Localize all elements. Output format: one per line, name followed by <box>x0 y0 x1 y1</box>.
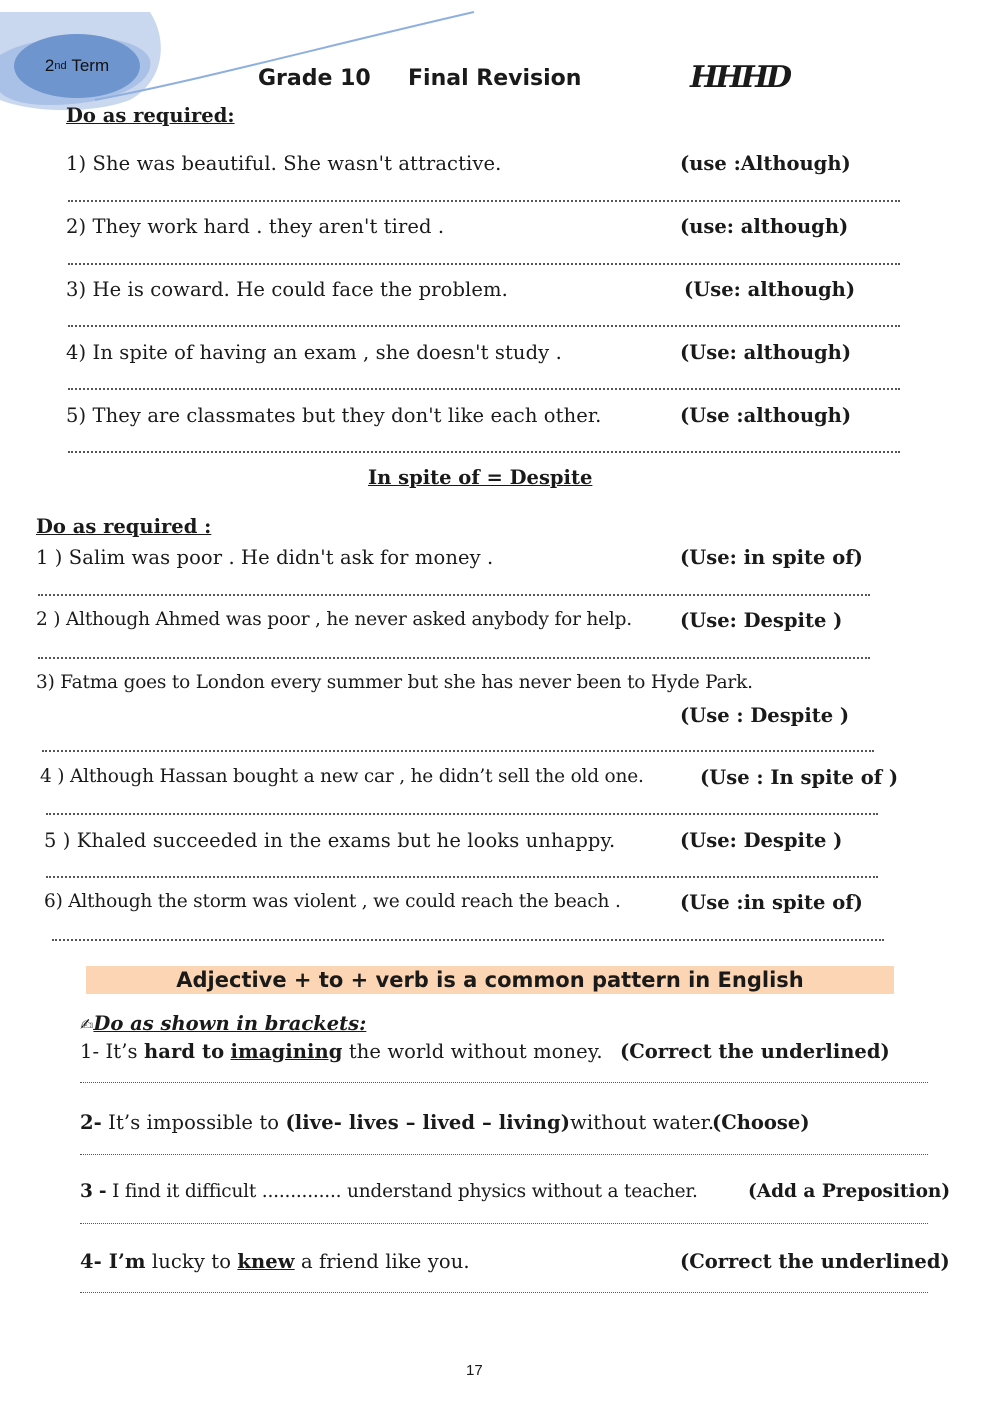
section2-sentence-3: 3) Fatma goes to London every summer but she has never been to Hyde Park. <box>36 672 753 693</box>
answer-line[interactable] <box>38 657 870 659</box>
underlined-word: imagining <box>230 1040 343 1063</box>
section1-sentence-1: 1) She was beautiful. She wasn't attractive. <box>66 152 502 175</box>
choices: (live- lives – lived – living) <box>285 1111 571 1134</box>
section3-instruction-4: (Correct the underlined) <box>680 1250 950 1273</box>
revision-title: Final Revision <box>408 66 582 91</box>
answer-line[interactable] <box>68 263 900 265</box>
answer-line[interactable] <box>46 876 878 878</box>
section1-instruction-2: (use: although) <box>680 215 849 238</box>
bold-phrase: hard to <box>143 1040 225 1063</box>
section3-heading-row <box>80 1012 366 1035</box>
bold-phrase: I’m <box>101 1250 146 1273</box>
answer-line[interactable] <box>42 750 874 752</box>
question-text: It’s <box>99 1040 144 1063</box>
writing-hand-icon: ✍ <box>80 1015 94 1034</box>
section2-sentence-4: 4 ) Although Hassan bought a new car , he didn’t sell the old one. <box>40 766 644 787</box>
answer-line[interactable] <box>68 200 900 202</box>
section1-instruction-1: (use :Although) <box>680 152 851 175</box>
term-number: 2 <box>44 56 55 75</box>
section2-instruction-1: (Use: in spite of) <box>680 546 863 569</box>
section3-question-4 <box>80 1250 470 1273</box>
answer-line[interactable] <box>46 813 878 815</box>
answer-line[interactable] <box>68 325 900 327</box>
section1-sentence-4: 4) In spite of having an exam , she doesn't study . <box>66 341 562 364</box>
grade-title: Grade 10 <box>258 66 371 91</box>
answer-line[interactable] <box>38 594 870 596</box>
section3-question-1 <box>80 1040 603 1063</box>
pattern-banner: Adjective + to + verb is a common pattern in English <box>86 966 894 994</box>
rule-heading: In spite of = Despite <box>368 466 593 489</box>
term-badge <box>14 34 140 98</box>
section2-sentence-6: 6) Although the storm was violent , we could reach the beach . <box>44 891 621 912</box>
question-text: I find it difficult .............. understand physics without a teacher. <box>106 1181 698 1202</box>
question-number: 2- <box>80 1111 102 1134</box>
section1-sentence-5: 5) They are classmates but they don't like each other. <box>66 404 602 427</box>
answer-line[interactable] <box>80 1082 928 1083</box>
question-number: 1- <box>80 1040 100 1063</box>
section1-instruction-4: (Use: although) <box>680 341 852 364</box>
question-text: a friend like you. <box>294 1250 470 1273</box>
section2-instruction-3: (Use : Despite ) <box>680 704 850 727</box>
answer-line[interactable] <box>80 1292 928 1293</box>
answer-line[interactable] <box>80 1223 928 1224</box>
section2-instruction-4: (Use : In spite of ) <box>700 766 899 789</box>
term-word: Term <box>71 56 110 75</box>
underlined-word: knew <box>237 1250 295 1273</box>
question-number: 3 - <box>80 1181 107 1202</box>
section3-instruction-1: (Correct the underlined) <box>620 1040 890 1063</box>
question-text: the world without money. <box>342 1040 603 1063</box>
question-text: without water. <box>570 1111 715 1134</box>
answer-line[interactable] <box>52 939 884 941</box>
section2-sentence-5: 5 ) Khaled succeeded in the exams but he looks unhappy. <box>44 829 616 852</box>
section3-instruction-2: (Choose) <box>712 1111 810 1134</box>
section2-heading: Do as required : <box>36 515 212 538</box>
section1-instruction-3: (Use: although) <box>684 278 856 301</box>
section1-sentence-3: 3) He is coward. He could face the problem. <box>66 278 508 301</box>
question-text: lucky to <box>145 1250 238 1273</box>
section2-sentence-1: 1 ) Salim was poor . He didn't ask for money . <box>36 546 494 569</box>
section1-instruction-5: (Use :although) <box>680 404 852 427</box>
section2-instruction-6: (Use :in spite of) <box>680 891 863 914</box>
section3-heading: Do as shown in brackets: <box>93 1012 367 1035</box>
section2-sentence-2: 2 ) Although Ahmed was poor , he never asked anybody for help. <box>36 609 632 630</box>
section3-question-3 <box>80 1181 698 1202</box>
section1-sentence-2: 2) They work hard . they aren't tired . <box>66 215 445 238</box>
section1-heading: Do as required: <box>66 104 235 127</box>
section3-question-2 <box>80 1111 714 1134</box>
answer-line[interactable] <box>68 388 900 390</box>
section2-instruction-5: (Use: Despite ) <box>680 829 843 852</box>
answer-line[interactable] <box>80 1154 928 1155</box>
question-number: 4- <box>80 1250 102 1273</box>
term-superscript: nd <box>54 60 67 72</box>
question-text: It’s impossible to <box>101 1111 286 1134</box>
signature-logo: HHHD <box>690 60 790 95</box>
section3-instruction-3: (Add a Preposition) <box>748 1181 951 1202</box>
page-number: 17 <box>466 1362 483 1379</box>
section2-instruction-2: (Use: Despite ) <box>680 609 843 632</box>
answer-line[interactable] <box>68 451 900 453</box>
